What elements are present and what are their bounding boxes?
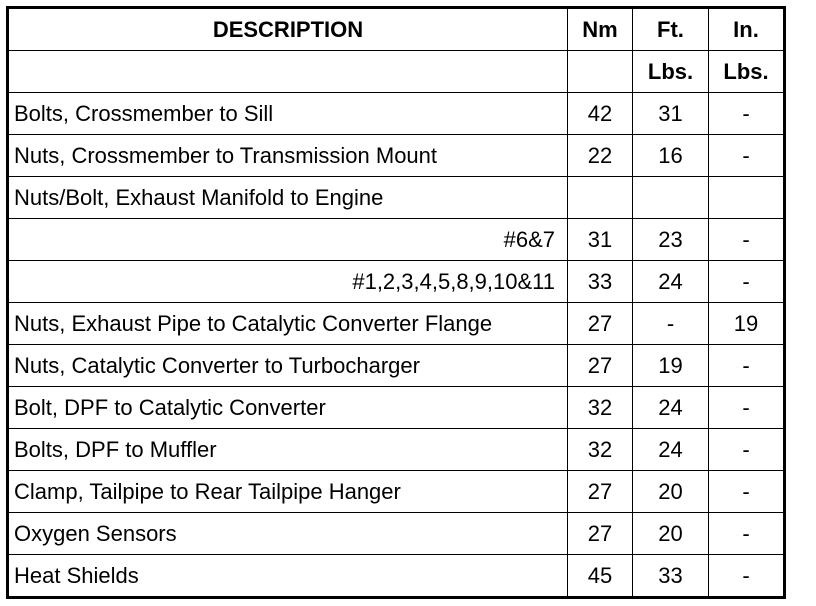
- row-nm: [568, 177, 633, 219]
- row-in-lbs: [709, 177, 785, 219]
- row-nm: 27: [568, 471, 633, 513]
- row-nm: 31: [568, 219, 633, 261]
- row-in-lbs: -: [709, 345, 785, 387]
- header-row: [8, 8, 785, 51]
- row-nm: 45: [568, 555, 633, 598]
- row-description: Nuts, Exhaust Pipe to Catalytic Converter Flange: [8, 303, 568, 345]
- table-row: [8, 345, 785, 387]
- header-units-blank: [8, 51, 568, 93]
- row-description: Clamp, Tailpipe to Rear Tailpipe Hanger: [8, 471, 568, 513]
- row-description: Nuts, Catalytic Converter to Turbocharger: [8, 345, 568, 387]
- row-ft-lbs: 16: [633, 135, 709, 177]
- row-ft-lbs: 20: [633, 471, 709, 513]
- header-units-row: [8, 51, 785, 93]
- row-nm: 32: [568, 429, 633, 471]
- row-in-lbs: -: [709, 555, 785, 598]
- row-description: #1,2,3,4,5,8,9,10&11: [8, 261, 568, 303]
- row-ft-lbs: [633, 177, 709, 219]
- row-ft-lbs: 23: [633, 219, 709, 261]
- row-nm: 27: [568, 513, 633, 555]
- row-ft-lbs: 24: [633, 429, 709, 471]
- row-nm: 27: [568, 303, 633, 345]
- row-nm: 32: [568, 387, 633, 429]
- row-description: Bolts, Crossmember to Sill: [8, 93, 568, 135]
- row-ft-lbs: 20: [633, 513, 709, 555]
- table-row: [8, 387, 785, 429]
- row-nm: 27: [568, 345, 633, 387]
- row-ft-lbs: 24: [633, 261, 709, 303]
- row-description: Nuts/Bolt, Exhaust Manifold to Engine: [8, 177, 568, 219]
- row-ft-lbs: 33: [633, 555, 709, 598]
- row-in-lbs: -: [709, 471, 785, 513]
- row-description: Bolts, DPF to Muffler: [8, 429, 568, 471]
- header-ft: Ft.: [633, 8, 709, 51]
- row-in-lbs: 19: [709, 303, 785, 345]
- row-ft-lbs: 24: [633, 387, 709, 429]
- row-description: Heat Shields: [8, 555, 568, 598]
- row-description: #6&7: [8, 219, 568, 261]
- table-row: [8, 177, 785, 219]
- row-in-lbs: -: [709, 387, 785, 429]
- table-row: [8, 471, 785, 513]
- row-nm: 33: [568, 261, 633, 303]
- header-in-units: Lbs.: [709, 51, 785, 93]
- row-nm: 42: [568, 93, 633, 135]
- torque-spec-table: [6, 6, 786, 599]
- header-description: DESCRIPTION: [8, 8, 568, 51]
- table-row: [8, 555, 785, 598]
- row-description: Bolt, DPF to Catalytic Converter: [8, 387, 568, 429]
- table-row: [8, 93, 785, 135]
- header-units-nm-blank: [568, 51, 633, 93]
- row-ft-lbs: -: [633, 303, 709, 345]
- row-in-lbs: -: [709, 93, 785, 135]
- row-description: Nuts, Crossmember to Transmission Mount: [8, 135, 568, 177]
- row-in-lbs: -: [709, 261, 785, 303]
- table-row: [8, 135, 785, 177]
- table-row: [8, 513, 785, 555]
- table-row: [8, 429, 785, 471]
- row-in-lbs: -: [709, 135, 785, 177]
- row-nm: 22: [568, 135, 633, 177]
- table-row: [8, 219, 785, 261]
- row-ft-lbs: 31: [633, 93, 709, 135]
- row-in-lbs: -: [709, 219, 785, 261]
- table-row: [8, 303, 785, 345]
- row-in-lbs: -: [709, 513, 785, 555]
- row-description: Oxygen Sensors: [8, 513, 568, 555]
- row-ft-lbs: 19: [633, 345, 709, 387]
- header-ft-units: Lbs.: [633, 51, 709, 93]
- table-row: [8, 261, 785, 303]
- header-nm: Nm: [568, 8, 633, 51]
- header-in: In.: [709, 8, 785, 51]
- row-in-lbs: -: [709, 429, 785, 471]
